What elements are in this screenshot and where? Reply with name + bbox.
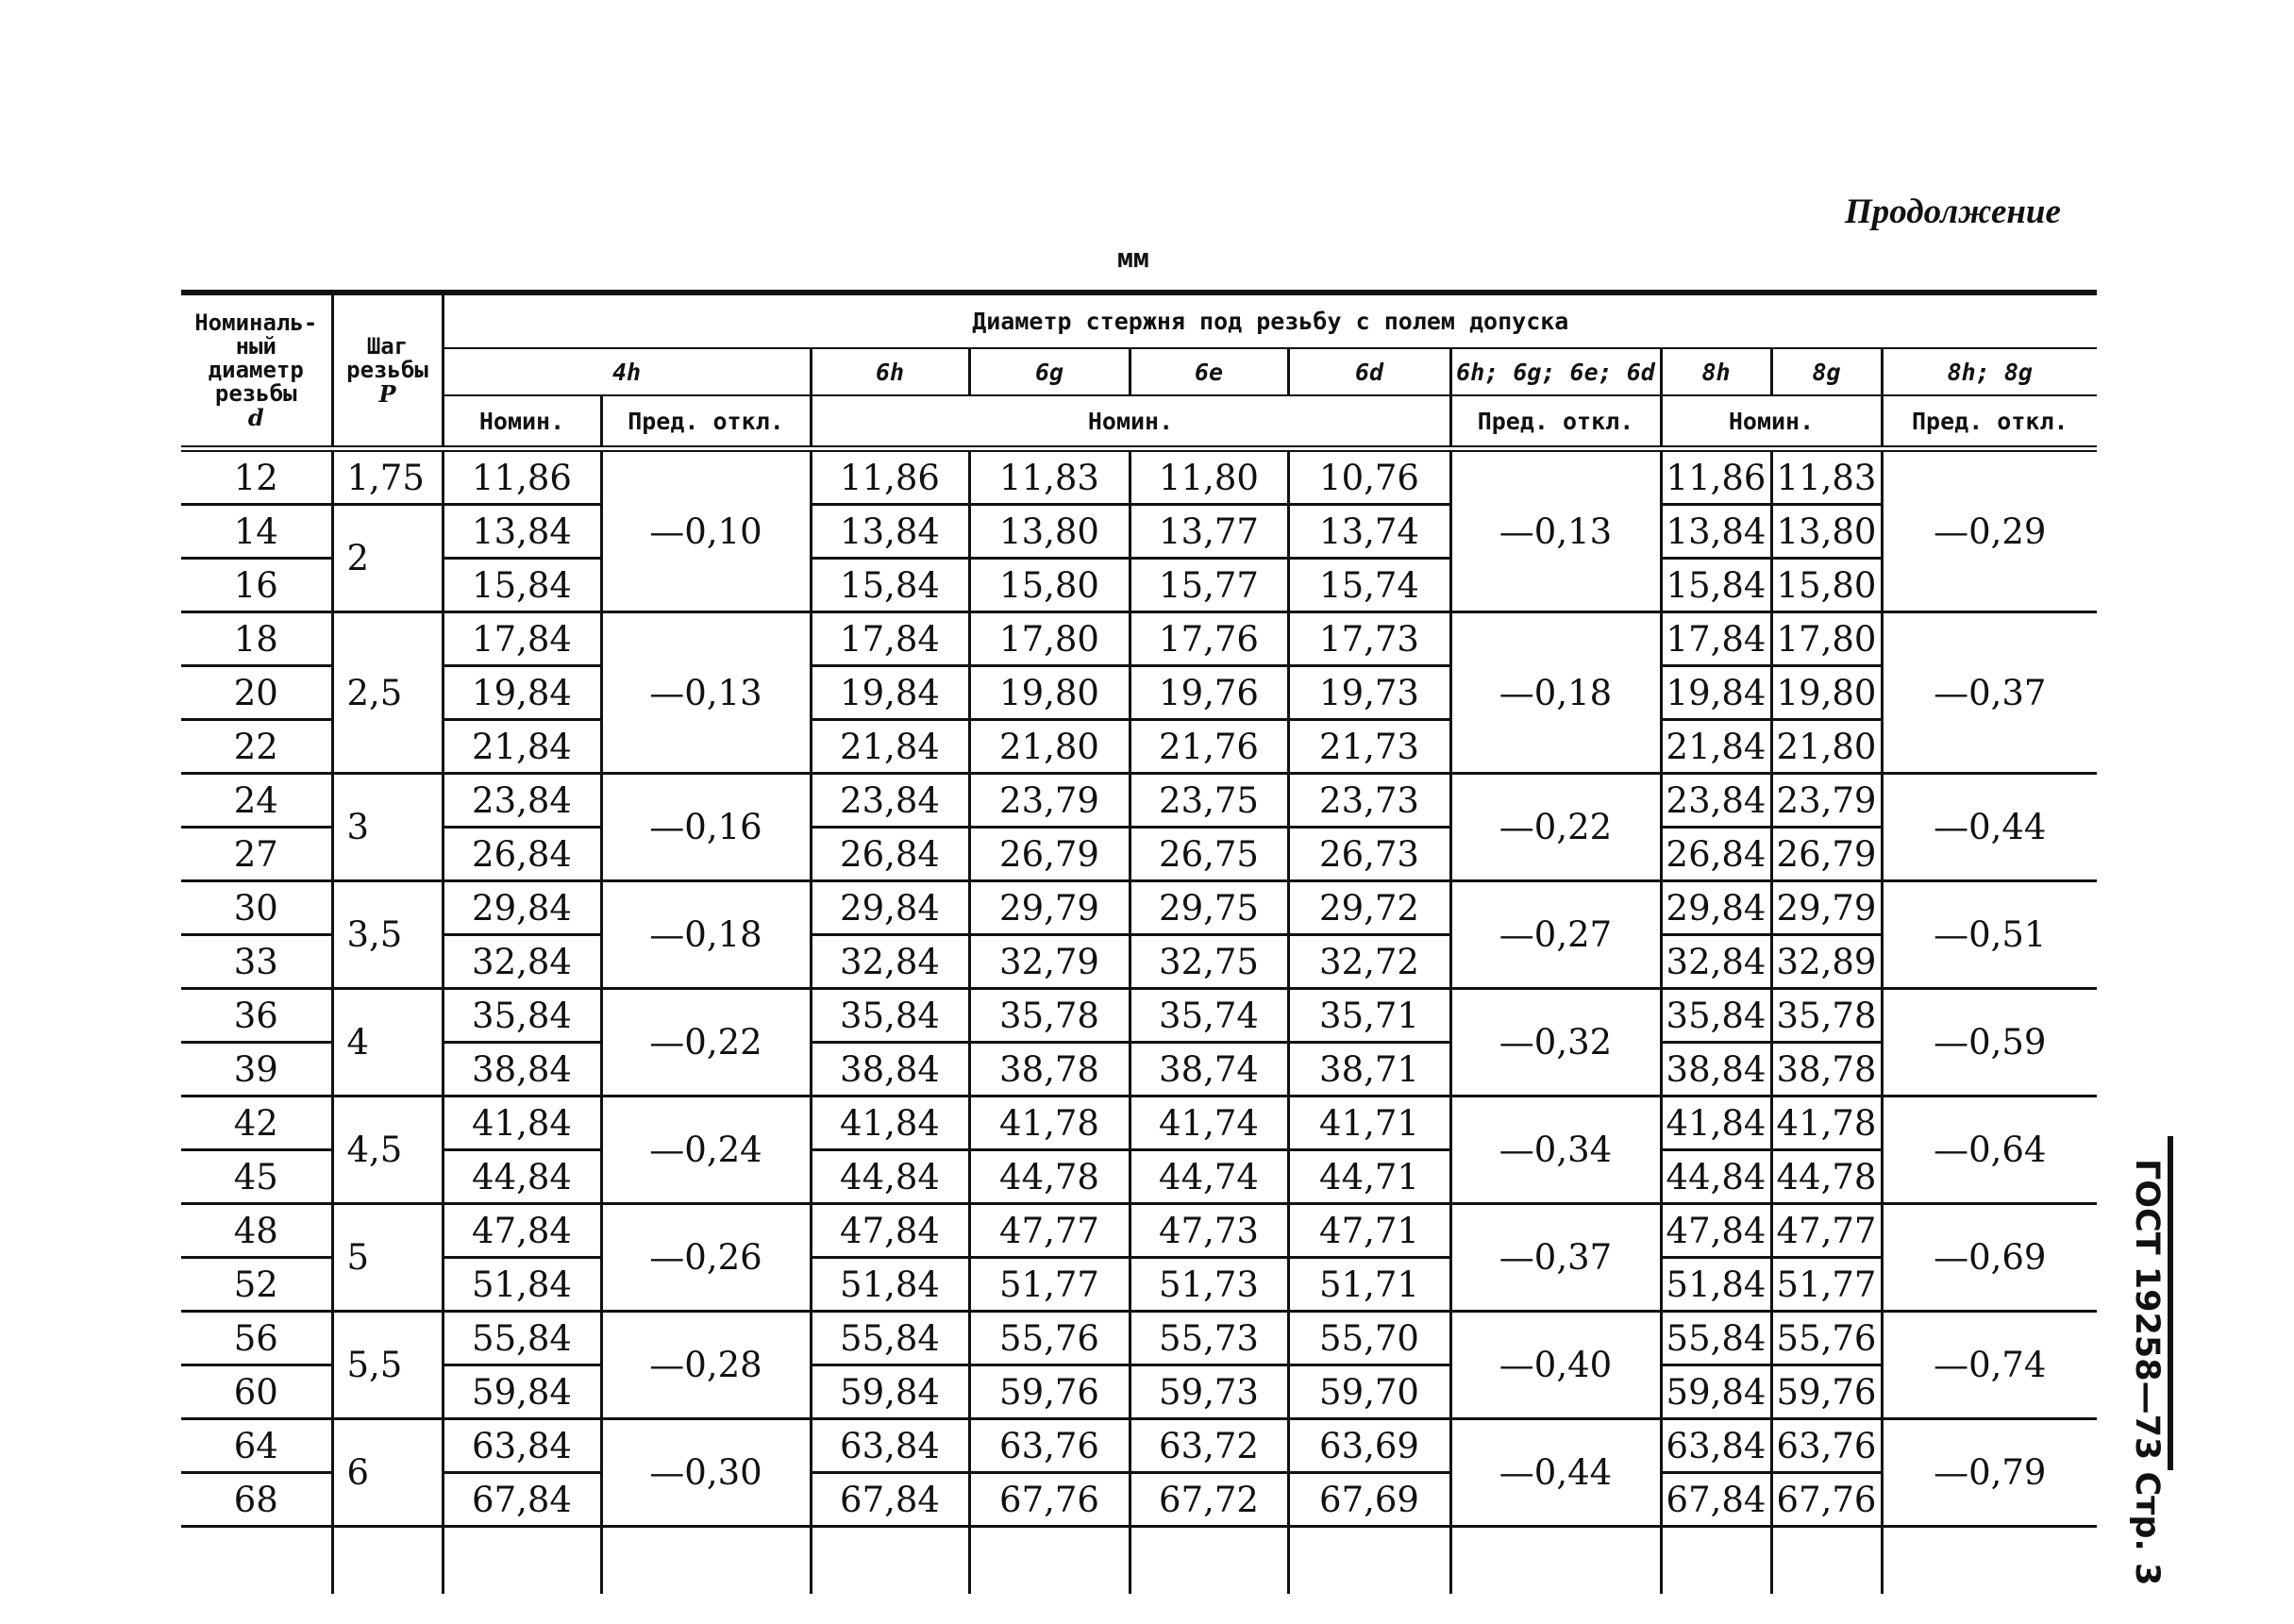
cell-dev-4h: —0,28: [601, 1312, 811, 1419]
header-pitch-symbol: P: [378, 379, 396, 408]
cell-d: 56: [181, 1312, 332, 1365]
cell-nom-4h: 11,86: [443, 449, 601, 505]
cell-dev-6: —0,37: [1450, 1204, 1661, 1312]
cell-nom-4h: 47,84: [443, 1204, 601, 1258]
cell-nom-6e: 38,74: [1130, 1043, 1288, 1097]
header-tol-6h: 6h: [811, 348, 969, 395]
cell-nom-6h: 38,84: [811, 1043, 969, 1097]
cell-nom-8h: 55,84: [1661, 1312, 1771, 1365]
table-row: [181, 1204, 2097, 1258]
cell-nom-6e: 11,80: [1130, 449, 1288, 505]
cell-nom-6g: 38,78: [969, 1043, 1130, 1097]
cell-dev-4h: —0,22: [601, 989, 811, 1097]
cell-nom-8h: 13,84: [1661, 505, 1771, 559]
cell-nom-6h: 51,84: [811, 1258, 969, 1312]
cell-dev-8: —0,64: [1882, 1097, 2097, 1204]
cell-nom-8h: 41,84: [1661, 1097, 1771, 1150]
cell-nom-6g: 63,76: [969, 1419, 1130, 1473]
cell-nom-8g: 55,76: [1771, 1312, 1882, 1365]
table-row: [181, 449, 2097, 505]
cell-nom-8h: 15,84: [1661, 559, 1771, 612]
cell-nom-6d: 41,71: [1288, 1097, 1450, 1150]
units-label: мм: [1117, 243, 1149, 274]
cell-dev-6: —0,27: [1450, 881, 1661, 989]
table-row: [181, 720, 2097, 774]
table-row: [181, 881, 2097, 935]
cell-nom-6h: 59,84: [811, 1365, 969, 1419]
cell-nom-6g: 17,80: [969, 612, 1130, 666]
cell-nom-4h: 23,84: [443, 774, 601, 828]
cell-nom-6h: 21,84: [811, 720, 969, 774]
cell-dev-8: —0,79: [1882, 1419, 2097, 1527]
cell-dev-4h: —0,18: [601, 881, 811, 989]
cell-pitch: 6: [332, 1419, 443, 1527]
cell-nom-6g: 21,80: [969, 720, 1130, 774]
cell-nom-6d: 15,74: [1288, 559, 1450, 612]
cell-nom-8g: 32,89: [1771, 935, 1882, 989]
cell-nom-6g: 47,77: [969, 1204, 1130, 1258]
cell-nom-6d: 35,71: [1288, 989, 1450, 1043]
cell-d: 20: [181, 666, 332, 720]
cell-nom-6e: 17,76: [1130, 612, 1288, 666]
cell-nom-6g: 15,80: [969, 559, 1130, 612]
header-tol-6d: 6d: [1288, 348, 1450, 395]
cell-nom-8h: 38,84: [1661, 1043, 1771, 1097]
cell-nom-6h: 55,84: [811, 1312, 969, 1365]
cell-nom-6d: 17,73: [1288, 612, 1450, 666]
table-tail-row: [181, 1527, 2097, 1595]
cell-dev-8: —0,69: [1882, 1204, 2097, 1312]
cell-nom-6e: 32,75: [1130, 935, 1288, 989]
table-row: [181, 612, 2097, 666]
cell-nom-6d: 21,73: [1288, 720, 1450, 774]
cell-dev-8: —0,37: [1882, 612, 2097, 774]
cell-nom-6e: 55,73: [1130, 1312, 1288, 1365]
cell-dev-4h: —0,26: [601, 1204, 811, 1312]
cell-nom-6d: 13,74: [1288, 505, 1450, 559]
cell-nom-6e: 44,74: [1130, 1150, 1288, 1204]
tail-cell: [1450, 1527, 1661, 1595]
cell-nom-4h: 35,84: [443, 989, 601, 1043]
cell-nom-6g: 67,76: [969, 1473, 1130, 1527]
tail-cell: [1130, 1527, 1288, 1595]
cell-pitch: 5: [332, 1204, 443, 1312]
cell-nom-8h: 67,84: [1661, 1473, 1771, 1527]
cell-nom-6g: 23,79: [969, 774, 1130, 828]
table-row: [181, 1258, 2097, 1312]
table-row: [181, 1097, 2097, 1150]
cell-nom-4h: 67,84: [443, 1473, 601, 1527]
cell-dev-4h: —0,13: [601, 612, 811, 774]
cell-nom-6e: 35,74: [1130, 989, 1288, 1043]
cell-d: 36: [181, 989, 332, 1043]
cell-nom-8h: 47,84: [1661, 1204, 1771, 1258]
cell-d: 64: [181, 1419, 332, 1473]
header-group-title: Диаметр стержня под резьбу с полем допуска: [443, 293, 2097, 348]
cell-d: 39: [181, 1043, 332, 1097]
cell-nom-8g: 44,78: [1771, 1150, 1882, 1204]
cell-d: 30: [181, 881, 332, 935]
cell-nom-6e: 51,73: [1130, 1258, 1288, 1312]
cell-nom-6h: 29,84: [811, 881, 969, 935]
cell-d: 60: [181, 1365, 332, 1419]
header-tol-8g: 8g: [1771, 348, 1882, 395]
cell-nom-6d: 32,72: [1288, 935, 1450, 989]
cell-nom-6g: 13,80: [969, 505, 1130, 559]
cell-nom-8h: 32,84: [1661, 935, 1771, 989]
cell-nom-6e: 15,77: [1130, 559, 1288, 612]
table-row: [181, 666, 2097, 720]
cell-dev-6: —0,34: [1450, 1097, 1661, 1204]
cell-nom-8h: 11,86: [1661, 449, 1771, 505]
cell-dev-4h: —0,24: [601, 1097, 811, 1204]
cell-nom-6e: 13,77: [1130, 505, 1288, 559]
cell-nom-6d: 23,73: [1288, 774, 1450, 828]
cell-nom-8h: 35,84: [1661, 989, 1771, 1043]
cell-d: 27: [181, 828, 332, 881]
cell-nom-6g: 44,78: [969, 1150, 1130, 1204]
cell-nom-8g: 35,78: [1771, 989, 1882, 1043]
cell-dev-6: —0,13: [1450, 449, 1661, 612]
cell-nom-4h: 13,84: [443, 505, 601, 559]
cell-nom-8g: 59,76: [1771, 1365, 1882, 1419]
cell-pitch: 2: [332, 505, 443, 612]
tail-cell: [601, 1527, 811, 1595]
cell-pitch: 1,75: [332, 449, 443, 505]
cell-dev-6: —0,44: [1450, 1419, 1661, 1527]
cell-nom-6e: 59,73: [1130, 1365, 1288, 1419]
table-row: [181, 1312, 2097, 1365]
header-8-nom: Номин.: [1661, 395, 1882, 449]
cell-nom-6h: 11,86: [811, 449, 969, 505]
cell-dev-8: —0,51: [1882, 881, 2097, 989]
cell-nom-6d: 29,72: [1288, 881, 1450, 935]
cell-d: 33: [181, 935, 332, 989]
cell-d: 18: [181, 612, 332, 666]
header-4h-nom: Номин.: [443, 395, 601, 449]
cell-dev-6: —0,32: [1450, 989, 1661, 1097]
cell-nom-8g: 11,83: [1771, 449, 1882, 505]
cell-nom-6h: 32,84: [811, 935, 969, 989]
cell-dev-6: —0,40: [1450, 1312, 1661, 1419]
tail-cell: [181, 1527, 332, 1595]
table-row: [181, 1419, 2097, 1473]
cell-nom-6e: 63,72: [1130, 1419, 1288, 1473]
table-row: [181, 1150, 2097, 1204]
tail-cell: [1288, 1527, 1450, 1595]
cell-nom-4h: 32,84: [443, 935, 601, 989]
cell-nom-6g: 11,83: [969, 449, 1130, 505]
cell-nom-6d: 10,76: [1288, 449, 1450, 505]
cell-nom-8g: 51,77: [1771, 1258, 1882, 1312]
header-tol-6e: 6e: [1130, 348, 1288, 395]
cell-nom-6g: 32,79: [969, 935, 1130, 989]
cell-nom-8g: 41,78: [1771, 1097, 1882, 1150]
cell-d: 12: [181, 449, 332, 505]
cell-d: 48: [181, 1204, 332, 1258]
cell-nom-8g: 26,79: [1771, 828, 1882, 881]
header-6-dev: Пред. откл.: [1450, 395, 1661, 449]
table-row: [181, 559, 2097, 612]
cell-nom-6e: 67,72: [1130, 1473, 1288, 1527]
cell-d: 24: [181, 774, 332, 828]
cell-nom-6h: 17,84: [811, 612, 969, 666]
cell-nom-6d: 67,69: [1288, 1473, 1450, 1527]
cell-nom-8g: 38,78: [1771, 1043, 1882, 1097]
table-row: [181, 1365, 2097, 1419]
cell-nom-6h: 63,84: [811, 1419, 969, 1473]
cell-nom-4h: 55,84: [443, 1312, 601, 1365]
cell-nom-8g: 23,79: [1771, 774, 1882, 828]
thread-rod-diameter-table: [181, 290, 2097, 1594]
cell-d: 52: [181, 1258, 332, 1312]
cell-dev-4h: —0,16: [601, 774, 811, 881]
cell-nom-4h: 19,84: [443, 666, 601, 720]
cell-nom-8g: 67,76: [1771, 1473, 1882, 1527]
cell-nom-6h: 26,84: [811, 828, 969, 881]
cell-pitch: 5,5: [332, 1312, 443, 1419]
cell-nom-8h: 44,84: [1661, 1150, 1771, 1204]
cell-d: 22: [181, 720, 332, 774]
header-8-dev: Пред. откл.: [1882, 395, 2097, 449]
cell-d: 45: [181, 1150, 332, 1204]
header-pitch-text: Шаг резьбы: [346, 332, 428, 383]
cell-d: 42: [181, 1097, 332, 1150]
cell-nom-6g: 55,76: [969, 1312, 1130, 1365]
tail-cell: [1771, 1527, 1882, 1595]
cell-nom-6h: 44,84: [811, 1150, 969, 1204]
tail-cell: [1882, 1527, 2097, 1595]
cell-nom-4h: 51,84: [443, 1258, 601, 1312]
cell-pitch: 4,5: [332, 1097, 443, 1204]
tail-cell: [332, 1527, 443, 1595]
cell-nom-8g: 63,76: [1771, 1419, 1882, 1473]
cell-nom-4h: 26,84: [443, 828, 601, 881]
cell-d: 14: [181, 505, 332, 559]
cell-nom-6h: 19,84: [811, 666, 969, 720]
tail-cell: [969, 1527, 1130, 1595]
header-tol-6g: 6g: [969, 348, 1130, 395]
table-body: [181, 449, 2097, 1595]
cell-nom-6g: 59,76: [969, 1365, 1130, 1419]
cell-nom-6d: 44,71: [1288, 1150, 1450, 1204]
cell-nom-6e: 21,76: [1130, 720, 1288, 774]
cell-nom-6g: 51,77: [969, 1258, 1130, 1312]
header-pitch: [332, 293, 443, 449]
cell-nom-6g: 29,79: [969, 881, 1130, 935]
cell-dev-8: —0,44: [1882, 774, 2097, 881]
cell-pitch: 3,5: [332, 881, 443, 989]
cell-nom-6h: 47,84: [811, 1204, 969, 1258]
cell-dev-8: —0,59: [1882, 989, 2097, 1097]
cell-nom-8g: 47,77: [1771, 1204, 1882, 1258]
header-nominal-diameter-text: Номиналь-ный диаметр резьбы: [194, 309, 318, 407]
cell-nom-4h: 21,84: [443, 720, 601, 774]
cell-nom-8h: 17,84: [1661, 612, 1771, 666]
cell-nom-4h: 41,84: [443, 1097, 601, 1150]
cell-nom-4h: 38,84: [443, 1043, 601, 1097]
cell-nom-8g: 21,80: [1771, 720, 1882, 774]
cell-nom-6g: 35,78: [969, 989, 1130, 1043]
cell-nom-6d: 26,73: [1288, 828, 1450, 881]
cell-nom-8g: 15,80: [1771, 559, 1882, 612]
tail-cell: [443, 1527, 601, 1595]
cell-nom-4h: 59,84: [443, 1365, 601, 1419]
header-nominal-diameter-symbol: d: [247, 403, 264, 431]
cell-nom-6d: 47,71: [1288, 1204, 1450, 1258]
cell-nom-6e: 41,74: [1130, 1097, 1288, 1150]
cell-dev-4h: —0,30: [601, 1419, 811, 1527]
cell-nom-6e: 47,73: [1130, 1204, 1288, 1258]
header-tol-6-all: 6h; 6g; 6e; 6d: [1450, 348, 1661, 395]
cell-nom-6h: 41,84: [811, 1097, 969, 1150]
header-6-nom: Номин.: [811, 395, 1450, 449]
header-tol-4h: 4h: [443, 348, 811, 395]
table-row: [181, 505, 2097, 559]
cell-nom-6g: 26,79: [969, 828, 1130, 881]
cell-dev-6: —0,22: [1450, 774, 1661, 881]
cell-nom-6h: 15,84: [811, 559, 969, 612]
cell-nom-4h: 17,84: [443, 612, 601, 666]
table-header: [181, 293, 2097, 449]
cell-nom-6g: 19,80: [969, 666, 1130, 720]
cell-nom-6h: 67,84: [811, 1473, 969, 1527]
cell-nom-6e: 19,76: [1130, 666, 1288, 720]
header-tol-8h: 8h: [1661, 348, 1771, 395]
cell-nom-6e: 26,75: [1130, 828, 1288, 881]
cell-nom-8h: 19,84: [1661, 666, 1771, 720]
cell-nom-4h: 44,84: [443, 1150, 601, 1204]
cell-dev-6: —0,18: [1450, 612, 1661, 774]
cell-pitch: 4: [332, 989, 443, 1097]
cell-nom-6g: 41,78: [969, 1097, 1130, 1150]
cell-nom-4h: 63,84: [443, 1419, 601, 1473]
continuation-label: Продолжение: [1845, 193, 2061, 231]
cell-nom-6e: 29,75: [1130, 881, 1288, 935]
cell-d: 68: [181, 1473, 332, 1527]
cell-nom-6d: 19,73: [1288, 666, 1450, 720]
cell-nom-8g: 13,80: [1771, 505, 1882, 559]
cell-dev-8: —0,74: [1882, 1312, 2097, 1419]
cell-nom-6d: 59,70: [1288, 1365, 1450, 1419]
cell-nom-8h: 63,84: [1661, 1419, 1771, 1473]
cell-nom-6h: 35,84: [811, 989, 969, 1043]
header-4h-dev: Пред. откл.: [601, 395, 811, 449]
cell-nom-8g: 19,80: [1771, 666, 1882, 720]
tail-cell: [811, 1527, 969, 1595]
cell-nom-8g: 29,79: [1771, 881, 1882, 935]
header-nominal-diameter: [181, 293, 332, 449]
cell-nom-6d: 51,71: [1288, 1258, 1450, 1312]
table-row: [181, 1043, 2097, 1097]
cell-nom-6h: 23,84: [811, 774, 969, 828]
cell-nom-8h: 59,84: [1661, 1365, 1771, 1419]
cell-dev-8: —0,29: [1882, 449, 2097, 612]
cell-nom-6d: 38,71: [1288, 1043, 1450, 1097]
cell-pitch: 2,5: [332, 612, 443, 774]
table-row: [181, 989, 2097, 1043]
cell-nom-8h: 29,84: [1661, 881, 1771, 935]
side-page-label: ГОСТ 19258—73 Стр. 3: [2120, 1136, 2173, 1470]
cell-nom-8g: 17,80: [1771, 612, 1882, 666]
cell-d: 16: [181, 559, 332, 612]
cell-nom-6d: 55,70: [1288, 1312, 1450, 1365]
cell-nom-4h: 29,84: [443, 881, 601, 935]
cell-nom-6e: 23,75: [1130, 774, 1288, 828]
cell-nom-4h: 15,84: [443, 559, 601, 612]
tail-cell: [1661, 1527, 1771, 1595]
cell-nom-8h: 23,84: [1661, 774, 1771, 828]
table-row: [181, 1473, 2097, 1527]
table-row: [181, 828, 2097, 881]
cell-pitch: 3: [332, 774, 443, 881]
table-row: [181, 935, 2097, 989]
cell-nom-8h: 21,84: [1661, 720, 1771, 774]
header-tol-8-all: 8h; 8g: [1882, 348, 2097, 395]
table-row: [181, 774, 2097, 828]
cell-nom-8h: 26,84: [1661, 828, 1771, 881]
cell-dev-4h: —0,10: [601, 449, 811, 612]
cell-nom-8h: 51,84: [1661, 1258, 1771, 1312]
cell-nom-6d: 63,69: [1288, 1419, 1450, 1473]
cell-nom-6h: 13,84: [811, 505, 969, 559]
